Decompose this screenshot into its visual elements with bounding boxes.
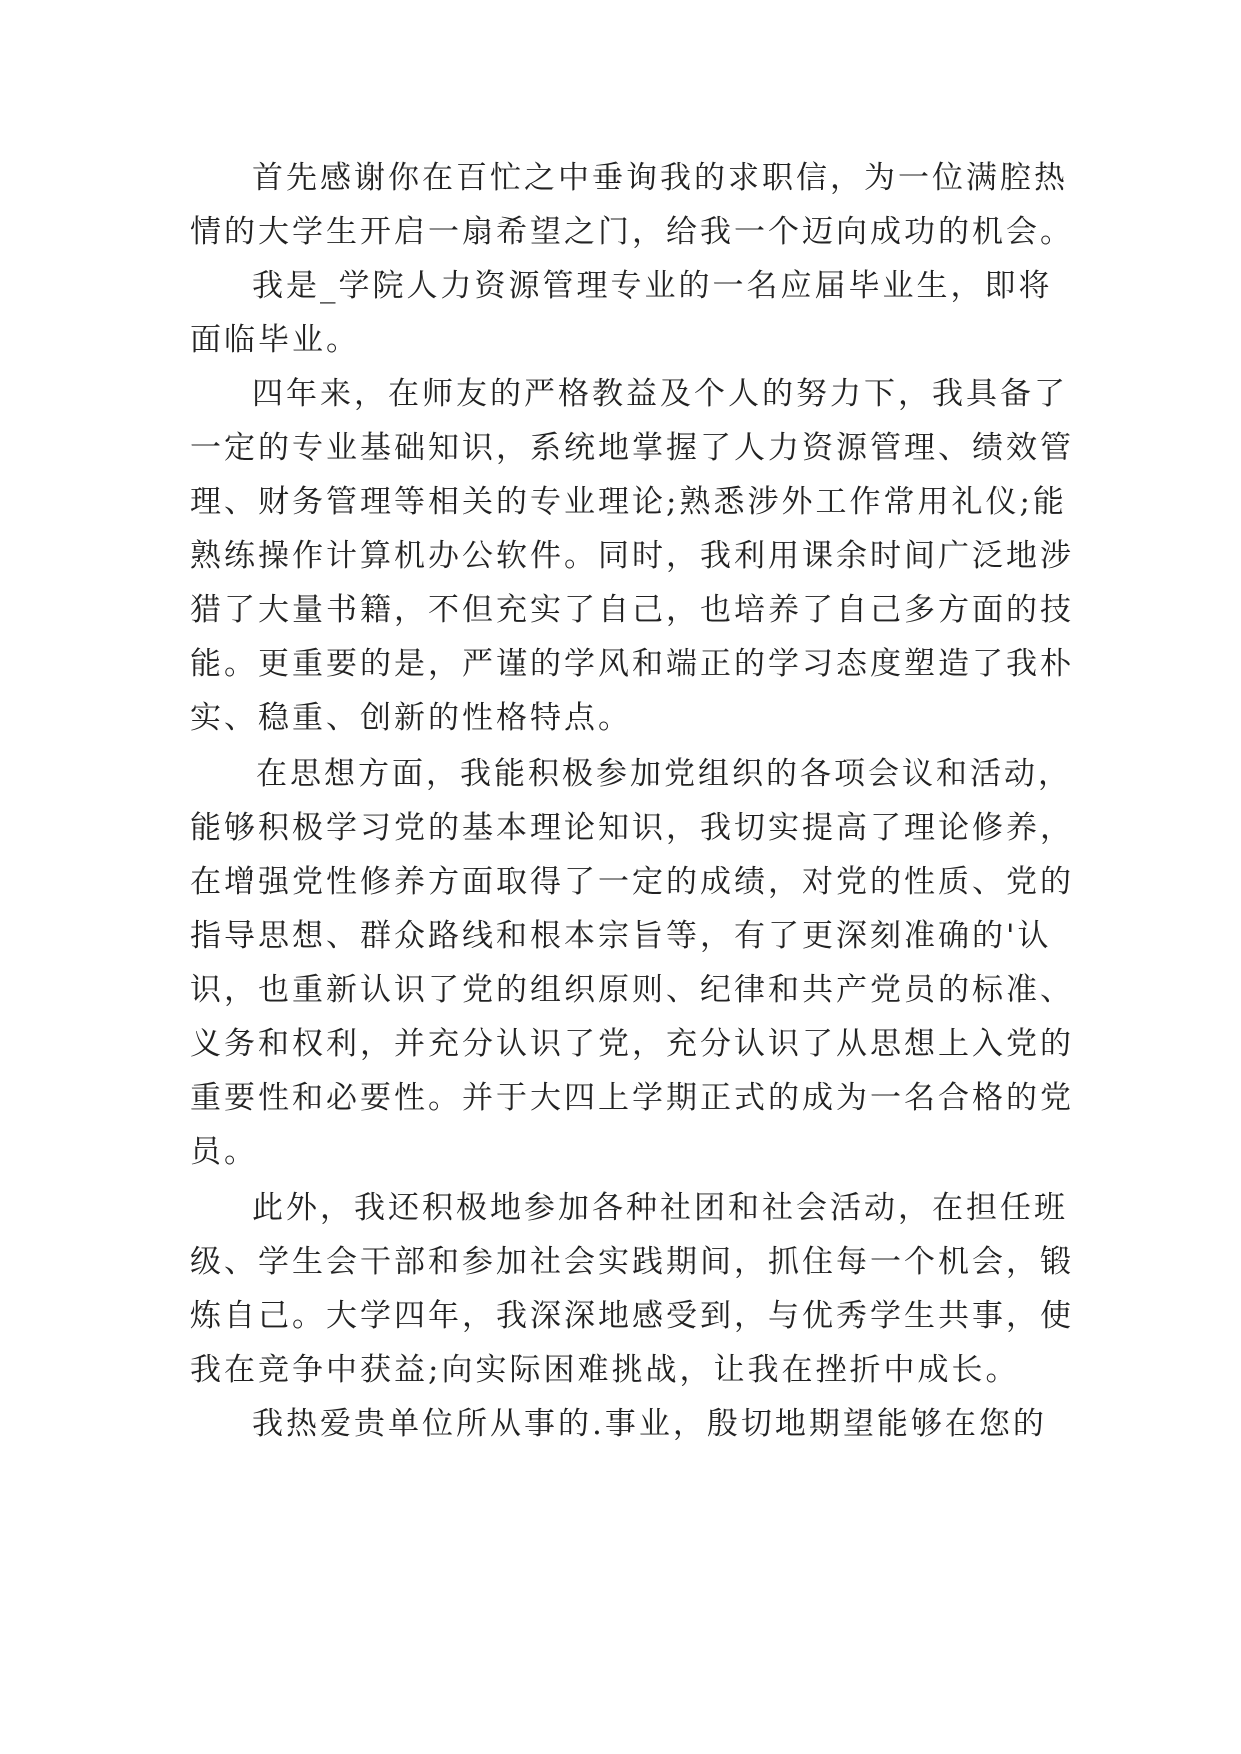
text-line: 我是_学院人力资源管理专业的一名应届毕业生，即将 [252, 268, 1053, 304]
text-line: 员。 [190, 1134, 258, 1170]
text-line: 猎了大量书籍，不但充实了自己，也培养了自己多方面的技 [190, 592, 1074, 628]
text-line: 级、学生会干部和参加社会实践期间，抓住每一个机会，锻 [190, 1244, 1074, 1280]
text-line: 实、稳重、创新的性格特点。 [190, 700, 632, 736]
text-line: 面临毕业。 [190, 322, 360, 358]
text-line: 能够积极学习党的基本理论知识，我切实提高了理论修养， [190, 810, 1074, 846]
text-line: 首先感谢你在百忙之中垂询我的求职信，为一位满腔热 [252, 160, 1068, 196]
text-line: 熟练操作计算机办公软件。同时，我利用课余时间广泛地涉 [190, 538, 1074, 574]
text-line: 指导思想、群众路线和根本宗旨等，有了更深刻准确的'认 [190, 918, 1052, 954]
text-line: 识，也重新认识了党的组织原则、纪律和共产党员的标准、 [190, 972, 1074, 1008]
text-line: 我在竞争中获益;向实际困难挑战，让我在挫折中成长。 [190, 1352, 1020, 1388]
text-line: 四年来，在师友的严格教益及个人的努力下，我具备了 [252, 376, 1068, 412]
text-line: 理、财务管理等相关的专业理论;熟悉涉外工作常用礼仪;能 [190, 484, 1067, 520]
text-line: 情的大学生开启一扇希望之门，给我一个迈向成功的机会。 [190, 214, 1074, 250]
text-line: 重要性和必要性。并于大四上学期正式的成为一名合格的党 [190, 1080, 1074, 1116]
text-line: 一定的专业基础知识，系统地掌握了人力资源管理、绩效管 [190, 430, 1074, 466]
text-line: 我热爱贵单位所从事的.事业，殷切地期望能够在您的 [252, 1406, 1047, 1442]
text-line: 在增强党性修养方面取得了一定的成绩，对党的性质、党的 [190, 864, 1074, 900]
text-line: 此外，我还积极地参加各种社团和社会活动，在担任班 [252, 1190, 1068, 1226]
text-line: 在思想方面，我能积极参加党组织的各项会议和活动， [256, 756, 1072, 792]
text-line: 义务和权利，并充分认识了党，充分认识了从思想上入党的 [190, 1026, 1074, 1062]
text-line: 能。更重要的是，严谨的学风和端正的学习态度塑造了我朴 [190, 646, 1074, 682]
text-line: 炼自己。大学四年，我深深地感受到，与优秀学生共事，使 [190, 1298, 1074, 1334]
